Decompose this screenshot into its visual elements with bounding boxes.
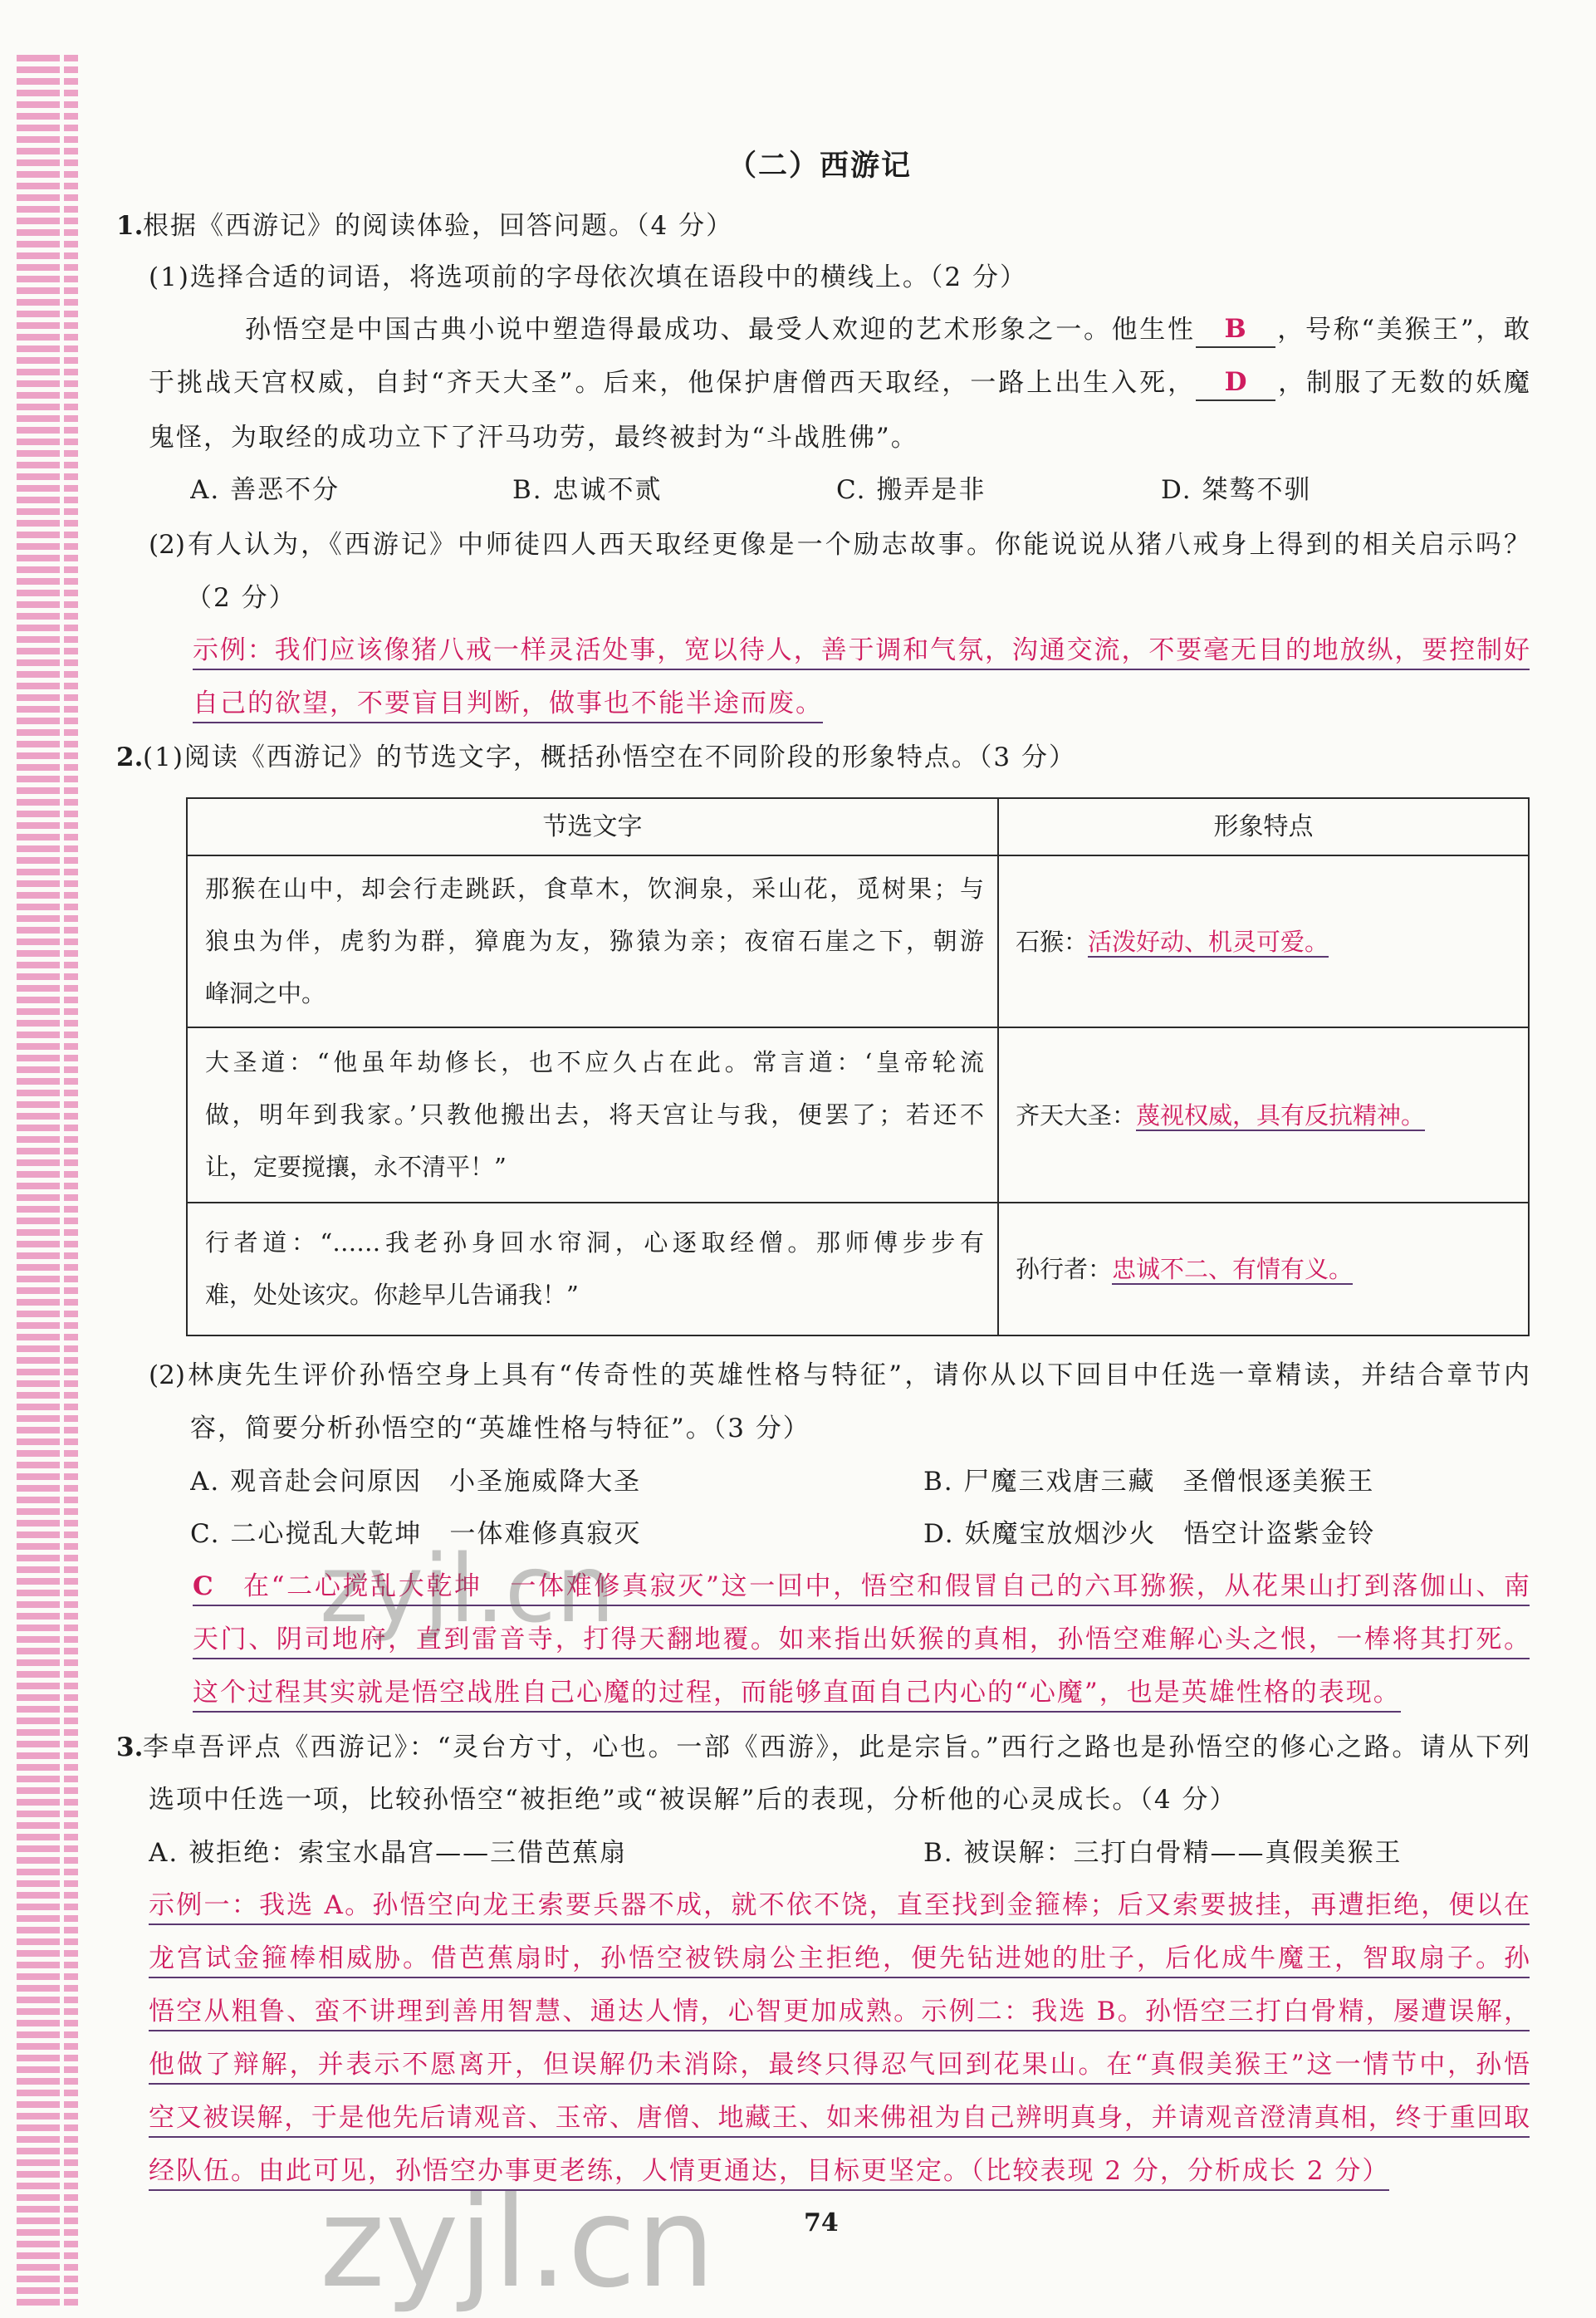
q1-blank-1-answer: B [1196, 311, 1275, 348]
watermark: zyjl.cn [320, 1536, 615, 1644]
trait-line [1016, 1097, 1528, 1134]
q1-passage-text: ，制服了无数的妖魔 [1275, 368, 1530, 398]
q1-blank-2-answer: D [1196, 365, 1275, 401]
q2-answer-choice: C [193, 1571, 213, 1601]
q2-option-a: A. 观音赴会问原因 小圣施威降大圣 [190, 1467, 642, 1497]
q1-passage-line-2 [149, 365, 1530, 401]
q3-answer-line-6: 经队伍。由此可见，孙悟空办事更老练，人情更通达，目标更坚定。（比较表现 2 分，分析成长 2 分） [149, 2153, 1389, 2191]
trait-label: 齐天大圣： [1016, 1100, 1137, 1130]
q1-sub1-prompt: (1)选择合适的词语，将选项前的字母依次填在语段中的横线上。（2 分） [149, 262, 1027, 292]
q1-answer-line-1: 示例：我们应该像猪八戒一样灵活处事，宽以待人，善于调和气氛，沟通交流，不要毫无目的地放纵，要控制好 [193, 632, 1530, 670]
q3-answer-line-5: 空又被误解，于是他先后请观音、玉帝、唐僧、地藏王、如来佛祖为自己辨明真身，并请观音澄清真相，终于重回取 [149, 2100, 1530, 2138]
q1-passage-text: ，号称“美猴王”，敢 [1275, 315, 1530, 345]
q1-stem: 根据《西游记》的阅读体验，回答问题。（4 分） [143, 211, 734, 241]
excerpt-line: 狼虫为伴，虎豹为群，獐鹿为友，猕猿为亲；夜宿石崖之下，朝游 [205, 927, 984, 955]
excerpt-line: 行者道：“……我老孙身回水帘洞，心逐取经僧。那师傅步步有 [205, 1228, 984, 1257]
q3-option-b: B. 被误解：三打白骨精——真假美猴王 [923, 1838, 1403, 1868]
excerpt-line: 做，明年到我家。’只教他搬出去，将天宫让与我，便罢了；若还不 [205, 1100, 984, 1129]
table-row-3-excerpt [188, 1203, 999, 1335]
q2-answer-text: 在“二心搅乱大乾坤 一体难修真寂灭”这一回中，悟空和假冒自己的六耳猕猴，从花果山打到落伽山、南 [213, 1571, 1530, 1601]
q2-answer-line-3: 这个过程其实就是悟空战胜自己心魔的过程，而能够直面自己内心的“心魔”，也是英雄性格的表现。 [193, 1674, 1401, 1713]
trait-label: 石猴： [1016, 927, 1089, 956]
excerpt-line: 那猴在山中，却会行走跳跃，食草木，饮涧泉，采山花，觅树果；与 [205, 875, 984, 903]
q1-passage-line-1 [245, 311, 1530, 348]
table-row-3-trait [999, 1203, 1528, 1335]
trait-line [1016, 1251, 1528, 1287]
q1-passage-text: 于挑战天宫权威，自封“齐天大圣”。后来，他保护唐僧西天取经，一路上出生入死， [149, 368, 1197, 398]
q1-sub2-prompt-line-1: (2)有人认为，《西游记》中师徒四人西天取经更像是一个励志故事。你能说说从猪八戒身上得到的相关启示吗？ [149, 530, 1530, 560]
q3-answer-line-1: 示例一：我选 A。孙悟空向龙王索要兵器不成，就不依不饶，直至找到金箍棒；后又索要披挂，再遭拒绝，便以在 [149, 1887, 1530, 1925]
excerpt-line: 难，处处该灾。你趁早儿告诵我！” [205, 1281, 579, 1309]
trait-answer: 忠诚不二、有情有义。 [1112, 1255, 1354, 1283]
q3-answer-line-3: 悟空从粗鲁、蛮不讲理到善用智慧、通达人情，心智更加成熟。示例二：我选 B。孙悟空三打白骨精，屡遭误解， [149, 1993, 1530, 2031]
excerpt-line: 峰洞之中。 [205, 979, 326, 1007]
table-row-1-excerpt [188, 856, 999, 1028]
q3-stem-line-2: 选项中任选一项，比较孙悟空“被拒绝”或“被误解”后的表现，分析他的心灵成长。（4 分） [149, 1785, 1237, 1815]
watermark: zyjl.cn [320, 2171, 716, 2316]
q3-answer-line-4: 他做了辩解，并表示不愿离开，但误解仍未消除，最终只得忍气回到花果山。在“真假美猴王”这一情节中，孙悟 [149, 2046, 1530, 2085]
q3-number: 3. [116, 1732, 144, 1762]
q2-option-d: D. 妖魔宝放烟沙火 悟空计盗紫金铃 [923, 1519, 1376, 1549]
q1-passage-text: 孙悟空是中国古典小说中塑造得最成功、最受人欢迎的艺术形象之一。他生性 [245, 315, 1196, 345]
q1-number: 1. [116, 211, 144, 241]
q1-answer-line-2: 自己的欲望，不要盲目判断，做事也不能半途而废。 [193, 685, 823, 723]
trait-answer: 活泼好动、机灵可爱。 [1088, 927, 1329, 956]
trait-line [1016, 924, 1528, 960]
table-header-excerpt: 节选文字 [188, 799, 999, 856]
trait-answer: 蔑视权威，具有反抗精神。 [1136, 1100, 1426, 1130]
table-row-2-trait [999, 1028, 1528, 1203]
q1-option-c: C. 搬弄是非 [836, 475, 986, 505]
excerpt-line: 让，定要搅攘，永不清平！” [205, 1153, 507, 1181]
q1-sub2-prompt-line-2: （2 分） [186, 583, 296, 613]
q1-option-d: D. 桀骜不驯 [1161, 475, 1312, 505]
q1-passage-line-3: 鬼怪，为取经的成功立下了汗马功劳，最终被封为“斗战胜佛”。 [149, 423, 918, 453]
q3-stem-line-1: 李卓吾评点《西游记》：“灵台方寸，心也。一部《西游》，此是宗旨。”西行之路也是孙悟空的修心之路。请从下列 [143, 1732, 1530, 1762]
q2-option-b: B. 尸魔三戏唐三藏 圣僧恨逐美猴王 [923, 1467, 1375, 1497]
table-row-1-trait [999, 856, 1528, 1028]
q2-number: 2. [116, 742, 144, 772]
q2-sub2-prompt-line-2: 容，简要分析孙悟空的“英雄性格与特征”。（3 分） [190, 1414, 810, 1443]
table-row-2-excerpt [188, 1028, 999, 1203]
q3-option-a: A. 被拒绝：索宝水晶宫——三借芭蕉扇 [149, 1838, 628, 1868]
q2-option-c: C. 二心搅乱大乾坤 一体难修真寂灭 [190, 1519, 642, 1549]
q2-answer-line-2: 天门、阴司地府，直到雷音寺，打得天翻地覆。如来指出妖猴的真相，孙悟空难解心头之恨，一棒将其打死。 [193, 1621, 1530, 1659]
q1-option-a: A. 善恶不分 [190, 475, 340, 505]
table-header-traits: 形象特点 [999, 799, 1528, 856]
section-title: （二）西游记 [727, 149, 913, 183]
page-number: 74 [804, 2208, 839, 2237]
q2-sub1-prompt: (1)阅读《西游记》的节选文字，概括孙悟空在不同阶段的形象特点。（3 分） [143, 742, 1076, 772]
excerpt-table [186, 797, 1530, 1336]
trait-label: 孙行者： [1016, 1255, 1113, 1283]
excerpt-line: 大圣道：“他虽年劫修长，也不应久占在此。常言道：‘皇帝轮流 [205, 1048, 984, 1076]
margin-stripes [17, 55, 78, 2307]
q3-answer-line-2: 龙宫试金箍棒相威胁。借芭蕉扇时，孙悟空被铁扇公主拒绝，便先钻进她的肚子，后化成牛魔王，智取扇子。孙 [149, 1940, 1530, 1978]
q1-option-b: B. 忠诚不贰 [512, 475, 663, 505]
q2-sub2-prompt-line-1: (2)林庚先生评价孙悟空身上具有“传奇性的英雄性格与特征”，请你从以下回目中任选一章精读，并结合章节内 [149, 1360, 1530, 1390]
margin-stripes-gap [60, 55, 64, 2307]
